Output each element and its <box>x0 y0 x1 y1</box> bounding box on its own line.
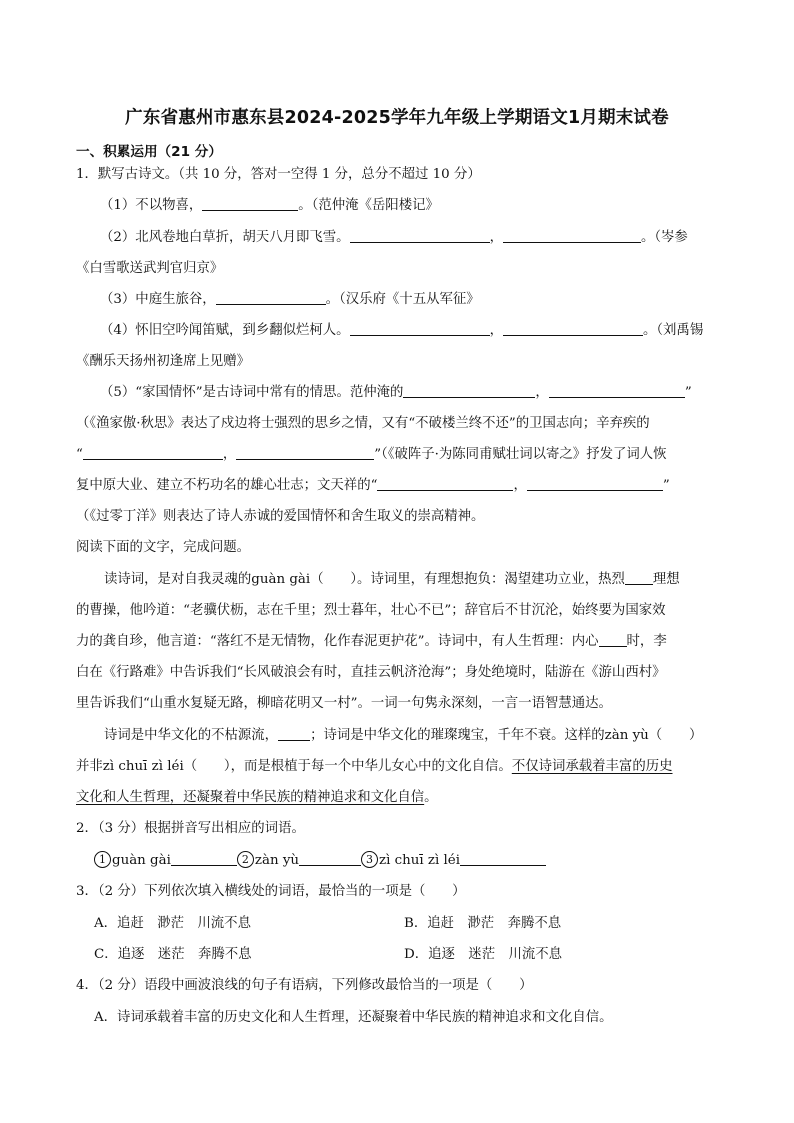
q2-answers <box>94 851 546 871</box>
answer-blank[interactable] <box>460 851 546 866</box>
punctuation: ， <box>535 385 549 400</box>
q1-item-5-text: 复中原大业、建立不朽功名的雄心壮志；文天祥的“ <box>76 478 378 493</box>
answer-blank[interactable] <box>216 290 326 305</box>
punctuation: 。 <box>424 790 438 805</box>
punctuation: ” <box>662 478 670 493</box>
q1-item-3-source: 。（汉乐府《十五从军征》 <box>325 292 480 307</box>
q1-item-5-line-1 <box>100 383 692 403</box>
answer-blank[interactable] <box>377 476 513 491</box>
passage-p2-line-2 <box>76 757 673 777</box>
answer-blank[interactable] <box>236 445 374 460</box>
punctuation: ， <box>489 323 503 338</box>
passage-p2-line-3 <box>76 788 438 808</box>
passage-text: 读诗词，是对自我灵魂的guàn gài（ ）。诗词里，有理想抱负：渴望建功立业，热烈 <box>104 572 625 587</box>
answer-blank[interactable] <box>202 196 298 211</box>
passage-text: 理想 <box>652 572 680 587</box>
q4-option-a[interactable]: A．诗词承载着丰富的历史文化和人生哲理，还凝聚着中华民族的精神追求和文化自信。 <box>94 1010 613 1025</box>
q1-item-1-source: 。（范仲淹《岳阳楼记》 <box>298 198 439 213</box>
q1-item-2-source: 。（岑参 <box>640 230 688 245</box>
answer-blank[interactable] <box>503 321 643 336</box>
fill-blank[interactable] <box>599 632 627 647</box>
answer-blank[interactable] <box>549 383 685 398</box>
answer-blank[interactable] <box>527 476 663 491</box>
punctuation: “ <box>76 447 83 462</box>
punctuation: ” <box>684 385 692 400</box>
q1-item-5-text: （5）“家国情怀”是古诗词中常有的情思。范仲淹的 <box>100 385 404 400</box>
q1-item-2-source-title: 《白雪歌送武判官归京》 <box>76 261 224 276</box>
answer-blank[interactable] <box>83 445 223 460</box>
fill-blank[interactable] <box>278 726 310 741</box>
passage-text: 时，李 <box>626 634 667 649</box>
passage-text: 并非zì chuī zì léi（ ），而是根植于每一个中华儿女心中的文化自信。 <box>76 759 512 774</box>
passage-text: 力的龚自珍，他言道：“落红不是无情物，化作春泥更护花”。诗词中，有人生哲理：内心 <box>76 634 599 649</box>
q3-option-d[interactable]: D．追逐 迷茫 川流不息 <box>404 947 563 962</box>
answer-blank[interactable] <box>350 321 490 336</box>
q1-item-5-text: ”（《破阵子·为陈同甫赋壮词以寄之》抒发了词人恢 <box>374 447 667 462</box>
answer-blank[interactable] <box>350 228 490 243</box>
q1-item-4-text: （4）怀旧空吟闻笛赋，到乡翻似烂柯人。 <box>100 323 350 338</box>
q1-item-5-line-5: （《过零丁洋》则表达了诗人赤诚的爱国情怀和舍生取义的崇高精神。 <box>76 509 485 524</box>
passage-p1-line-3 <box>76 632 667 652</box>
q3-option-a[interactable]: A．追赶 渺茫 川流不息 <box>94 916 251 931</box>
fill-blank[interactable] <box>625 570 653 585</box>
answer-blank[interactable] <box>171 851 237 866</box>
wavy-underlined-sentence: 文化和人生哲理，还凝聚着中华民族的精神追求和文化自信 <box>76 790 425 805</box>
circled-number-3: 3 <box>361 851 378 868</box>
q1-item-5-line-4 <box>76 476 670 496</box>
circled-number-2: 2 <box>237 851 254 868</box>
punctuation: ， <box>513 478 527 493</box>
wavy-underlined-sentence: 不仅诗词承载着丰富的历史 <box>511 759 673 774</box>
q1-item-3-text: （3）中庭生旅谷， <box>100 292 216 307</box>
passage-text: ；诗词是中华文化的璀璨瑰宝，千年不衰。这样的zàn yù（ ） <box>310 728 703 743</box>
passage-p2-line-1 <box>104 726 702 746</box>
pinyin-3: zì chuī zì léi <box>379 853 460 868</box>
pinyin-1: guàn gài <box>112 853 171 868</box>
reading-intro: 阅读下面的文字，完成问题。 <box>76 540 251 555</box>
passage-p1-line-1 <box>104 570 680 590</box>
answer-blank[interactable] <box>403 383 535 398</box>
question-4-stem: 4．（2 分）语段中画波浪线的句子有语病，下列修改最恰当的一项是（ ） <box>76 978 533 993</box>
q1-item-2 <box>100 228 688 248</box>
q1-item-4-source: 。（刘禹锡 <box>642 323 704 338</box>
exam-title: 广东省惠州市惠东县2024-2025学年九年级上学期语文1月期末试卷 <box>125 108 669 128</box>
punctuation: ， <box>489 230 503 245</box>
pinyin-2: zàn yù <box>254 853 300 868</box>
question-1-stem: 1．默写古诗文。（共 10 分，答对一空得 1 分，总分不超过 10 分） <box>76 167 481 182</box>
circled-number-1: 1 <box>94 851 111 868</box>
q1-item-5-line-2: （《渔家傲·秋思》表达了戍边将士强烈的思乡之情，又有“不破楼兰终不还”的卫国志向；辛弃疾的 <box>76 416 650 431</box>
section-heading: 一、积累运用（21 分） <box>76 144 222 160</box>
passage-text: 诗词是中华文化的不枯源流， <box>104 728 279 743</box>
q1-item-4-source-title: 《酬乐天扬州初逢席上见赠》 <box>76 354 251 369</box>
q3-option-c[interactable]: C．追逐 迷茫 奔腾不息 <box>94 947 252 962</box>
question-3-stem: 3．（2 分）下列依次填入横线处的词语，最恰当的一项是（ ） <box>76 884 466 899</box>
q1-item-4 <box>100 321 703 341</box>
question-2-stem: 2．（3 分）根据拼音写出相应的词语。 <box>76 821 305 836</box>
q1-item-5-line-3 <box>76 445 667 465</box>
q1-item-3 <box>100 290 480 310</box>
punctuation: ， <box>222 447 237 462</box>
q3-option-b[interactable]: B．追赶 渺茫 奔腾不息 <box>404 916 562 931</box>
q1-item-1-text: （1）不以物喜， <box>100 198 203 213</box>
q1-item-2-text: （2）北风卷地白草折，胡天八月即飞雪。 <box>100 230 350 245</box>
passage-p1-line-5: 里告诉我们“山重水复疑无路，柳暗花明又一村”。一词一句隽永深刻，一言一语智慧通达。 <box>76 696 612 711</box>
passage-p1-line-2: 的曹操，他吟道：“老骥伏枥，志在千里；烈士暮年，壮心不已”；辞官后不甘沉沦，始终要为国家效 <box>76 603 666 618</box>
answer-blank[interactable] <box>299 851 361 866</box>
q1-item-1 <box>100 196 439 216</box>
passage-p1-line-4: 白在《行路难》中告诉我们“长风破浪会有时，直挂云帆济沧海”；身处绝境时，陆游在《游山西村》 <box>76 665 666 680</box>
answer-blank[interactable] <box>503 228 641 243</box>
